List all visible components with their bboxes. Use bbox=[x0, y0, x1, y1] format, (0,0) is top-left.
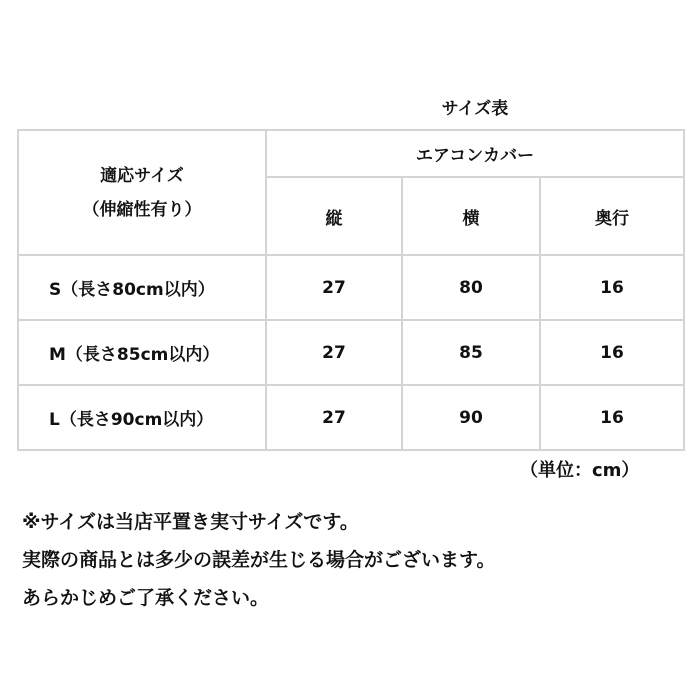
note-line: あらかじめご了承ください。 bbox=[22, 587, 270, 609]
value-cell: 27 bbox=[266, 320, 402, 385]
size-table bbox=[17, 129, 685, 451]
unit-note: （単位：cm） bbox=[520, 460, 640, 481]
page-title: サイズ表 bbox=[441, 99, 509, 119]
value-cell: 27 bbox=[266, 255, 402, 320]
size-column-header bbox=[18, 130, 266, 255]
value-cell: 80 bbox=[402, 255, 540, 320]
value-cell: 16 bbox=[540, 255, 684, 320]
size-label: L（長さ90cm以内） bbox=[49, 410, 214, 430]
product-header: エアコンカバー bbox=[266, 130, 684, 177]
note-line: 実際の商品とは多少の誤差が生じる場合がございます。 bbox=[22, 549, 496, 571]
size-header-note: （伸縮性有り） bbox=[82, 199, 202, 220]
value-cell: 16 bbox=[540, 320, 684, 385]
note-line: ※サイズは当店平置き実寸サイズです。 bbox=[22, 511, 359, 533]
table-header-row bbox=[18, 130, 684, 177]
column-header-height: 縦 bbox=[266, 177, 402, 255]
size-header-title: 適応サイズ bbox=[100, 165, 184, 186]
notes bbox=[22, 503, 682, 617]
value-cell: 85 bbox=[402, 320, 540, 385]
table-row bbox=[18, 255, 684, 320]
size-label: S（長さ80cm以内） bbox=[49, 280, 215, 300]
value-cell: 27 bbox=[266, 385, 402, 450]
size-cell bbox=[18, 385, 266, 450]
table-row bbox=[18, 385, 684, 450]
value-cell: 16 bbox=[540, 385, 684, 450]
column-header-width: 横 bbox=[402, 177, 540, 255]
column-header-depth: 奥行 bbox=[540, 177, 684, 255]
value-cell: 90 bbox=[402, 385, 540, 450]
table-row bbox=[18, 320, 684, 385]
size-cell bbox=[18, 320, 266, 385]
size-label: M（長さ85cm以内） bbox=[49, 345, 220, 365]
size-cell bbox=[18, 255, 266, 320]
